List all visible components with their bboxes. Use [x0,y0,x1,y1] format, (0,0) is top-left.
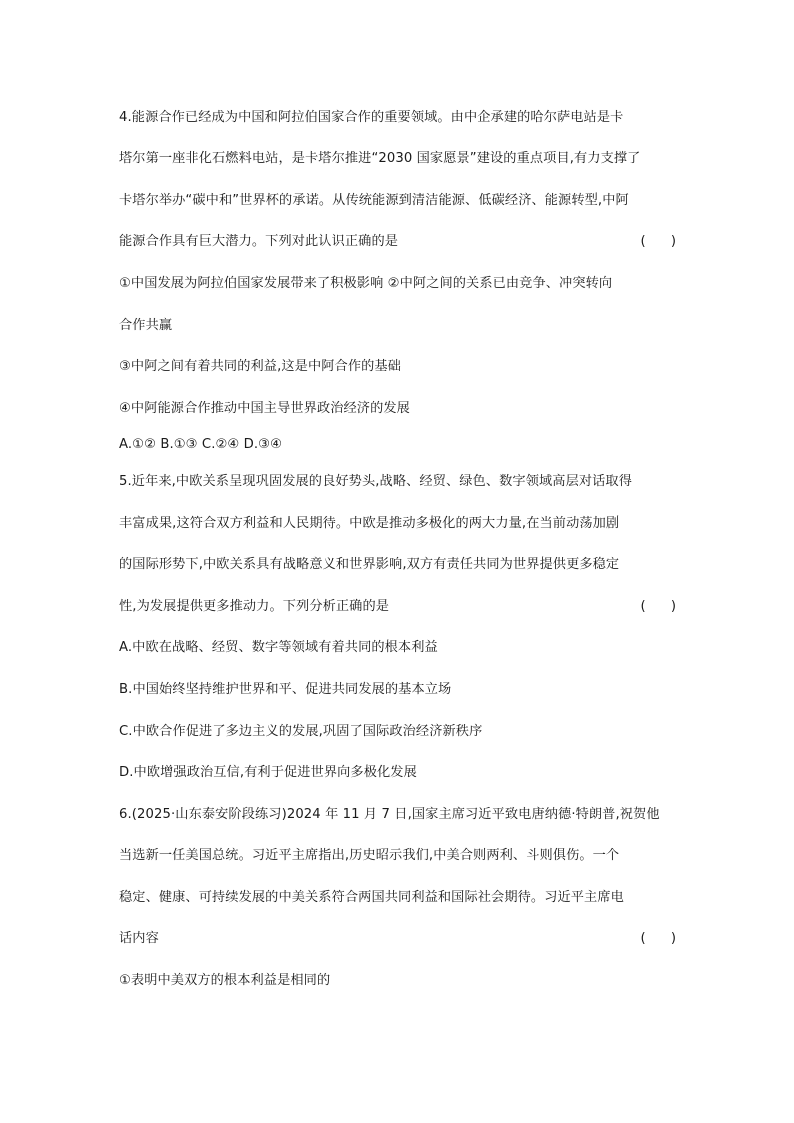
question-4-line-4: 能源合作具有巨大潜力。下列对此认识正确的是 [119,234,399,249]
question-4-choices: A.①② B.①③ C.②④ D.③④ [119,437,283,452]
question-6-line-1: 6.(2025·山东泰安阶段练习)2024 年 11 月 7 日,国家主席习近平致电唐纳德·特朗普,祝贺他 [119,807,660,822]
question-5-option-a: A.中欧在战略、经贸、数字等领域有着共同的根本利益 [119,640,438,655]
question-4-line-1: 4.能源合作已经成为中国和阿拉伯国家合作的重要领域。由中企承建的哈尔萨电站是卡 [119,110,624,125]
question-5-option-d: D.中欧增强政治互信,有利于促进世界向多极化发展 [119,765,417,780]
question-5-line-3: 的国际形势下,中欧关系具有战略意义和世界影响,双方有责任共同为世界提供更多稳定 [119,557,620,572]
question-4-option-3: ③中阿之间有着共同的利益,这是中阿合作的基础 [119,359,401,374]
question-6-option-1: ①表明中美双方的根本利益是相同的 [119,973,331,988]
question-6-line-4: 话内容 [119,931,159,946]
question-6-line-3: 稳定、健康、可持续发展的中美关系符合两国共同利益和国际社会期待。习近平主席电 [119,890,624,905]
question-4-option-1-cont: 合作共赢 [119,318,173,333]
question-5-answer-bracket: ( ) [640,599,676,614]
question-6-line-2: 当选新一任美国总统。习近平主席指出,历史昭示我们,中美合则两利、斗则俱伤。一个 [119,848,620,863]
question-4-answer-bracket: ( ) [640,234,676,249]
question-5-option-b: B.中国始终坚持维护世界和平、促进共同发展的基本立场 [119,682,452,697]
question-4-line-3: 卡塔尔举办“碳中和”世界杯的承诺。从传统能源到清洁能源、低碳经济、能源转型,中阿 [119,193,629,208]
question-4-line-2: 塔尔第一座非化石燃料电站，是卡塔尔推进“2030 国家愿景”建设的重点项目,有力支撑了 [119,151,641,166]
question-5-line-1: 5.近年来,中欧关系呈现巩固发展的良好势头,战略、经贸、绿色、数字领域高层对话取得 [119,474,632,489]
question-5-option-c: C.中欧合作促进了多边主义的发展,巩固了国际政治经济新秩序 [119,724,483,739]
question-5-line-2: 丰富成果,这符合双方利益和人民期待。中欧是推动多极化的两大力量,在当前动荡加剧 [119,516,620,531]
question-4-option-1: ①中国发展为阿拉伯国家发展带来了积极影响 ②中阿之间的关系已由竞争、冲突转向 [119,276,613,291]
question-6-answer-bracket: ( ) [640,931,676,946]
question-5-line-4: 性,为发展提供更多推动力。下列分析正确的是 [119,599,390,614]
question-4-option-4: ④中阿能源合作推动中国主导世界政治经济的发展 [119,401,410,416]
